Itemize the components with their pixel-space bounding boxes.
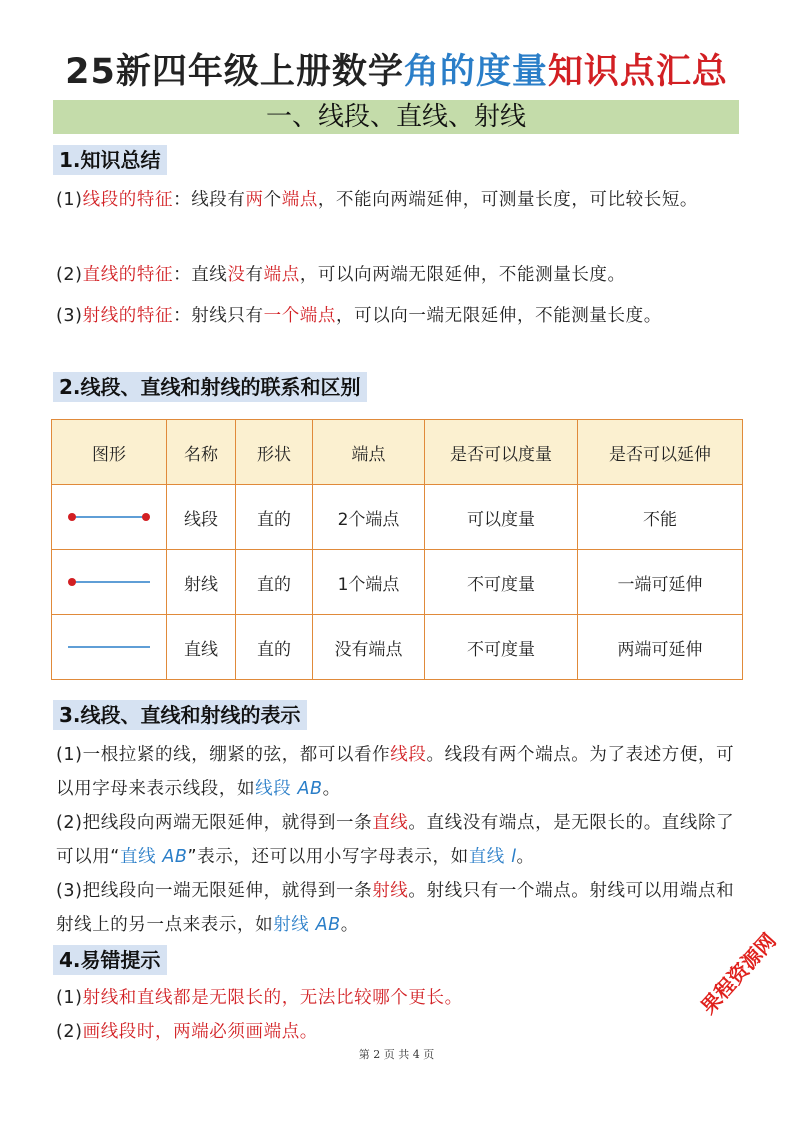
col-header: 名称 bbox=[167, 420, 236, 485]
subheading-knowledge-summary: 1.知识总结 bbox=[53, 145, 167, 175]
table-cell: 2个端点 bbox=[313, 485, 425, 550]
table-cell: 不能 bbox=[578, 485, 743, 550]
col-header: 端点 bbox=[313, 420, 425, 485]
table-row bbox=[52, 550, 743, 615]
col-header: 是否可以度量 bbox=[425, 420, 578, 485]
feature-segment: (1)线段的特征：线段有两个端点，不能向两端延伸，可测量长度，可比较长短。 bbox=[56, 190, 699, 210]
table-cell: 没有端点 bbox=[313, 615, 425, 680]
table-cell: 线段 bbox=[167, 485, 236, 550]
notation-segment: (1)一根拉紧的线，绷紧的弦，都可以看作线段。线段有两个端点。为了表述方便，可以用字母来表示线段，如线段 AB。 bbox=[56, 745, 735, 799]
title-part2: 角的度量 bbox=[403, 52, 548, 92]
table-row bbox=[52, 615, 743, 680]
line-figure bbox=[52, 615, 167, 680]
page-title bbox=[0, 44, 793, 100]
feature-line: (2)直线的特征：直线没有端点，可以向两端无限延伸，不能测量长度。 bbox=[56, 265, 626, 285]
table-row bbox=[52, 485, 743, 550]
table-cell: 一端可延伸 bbox=[578, 550, 743, 615]
segment-figure bbox=[52, 485, 167, 550]
page-footer: 第 2 页 共 4 页 bbox=[358, 1048, 435, 1061]
mistake-tip-2: (2)画线段时，两端必须画端点。 bbox=[56, 1022, 318, 1042]
table-cell: 直的 bbox=[236, 550, 313, 615]
col-header: 图形 bbox=[52, 420, 167, 485]
watermark: 果程资源网 bbox=[695, 928, 781, 1019]
comparison-table bbox=[51, 419, 743, 680]
section-heading: 一、线段、直线、射线 bbox=[53, 100, 739, 134]
ray-diagram bbox=[64, 575, 154, 589]
title-part3: 知识点汇总 bbox=[547, 52, 728, 92]
subheading-notation: 3.线段、直线和射线的表示 bbox=[53, 700, 307, 730]
table-cell: 可以度量 bbox=[425, 485, 578, 550]
table-cell: 直线 bbox=[167, 615, 236, 680]
notation-line: (2)把线段向两端无限延伸，就得到一条直线。直线没有端点，是无限长的。直线除了可以用“直线 AB”表示，还可以用小写字母表示，如直线 l。 bbox=[56, 813, 735, 867]
table-cell: 1个端点 bbox=[313, 550, 425, 615]
ray-figure bbox=[52, 550, 167, 615]
table-cell: 射线 bbox=[167, 550, 236, 615]
line-diagram bbox=[64, 640, 154, 654]
table-cell: 不可度量 bbox=[425, 615, 578, 680]
segment-diagram bbox=[64, 510, 154, 524]
feature-ray: (3)射线的特征：射线只有一个端点，可以向一端无限延伸，不能测量长度。 bbox=[56, 306, 662, 326]
table-cell: 直的 bbox=[236, 485, 313, 550]
subheading-common-mistakes: 4.易错提示 bbox=[53, 945, 167, 975]
subheading-comparison: 2.线段、直线和射线的联系和区别 bbox=[53, 372, 367, 402]
table-cell: 两端可延伸 bbox=[578, 615, 743, 680]
col-header: 是否可以延伸 bbox=[578, 420, 743, 485]
title-part1: 25新四年级上册数学 bbox=[65, 52, 404, 92]
table-header-row bbox=[52, 420, 743, 485]
table-cell: 直的 bbox=[236, 615, 313, 680]
notation-ray: (3)把线段向一端无限延伸，就得到一条射线。射线只有一个端点。射线可以用端点和射线上的另一点来表示，如射线 AB。 bbox=[56, 881, 735, 935]
table-cell: 不可度量 bbox=[425, 550, 578, 615]
col-header: 形状 bbox=[236, 420, 313, 485]
mistake-tip-1: (1)射线和直线都是无限长的，无法比较哪个更长。 bbox=[56, 988, 463, 1008]
